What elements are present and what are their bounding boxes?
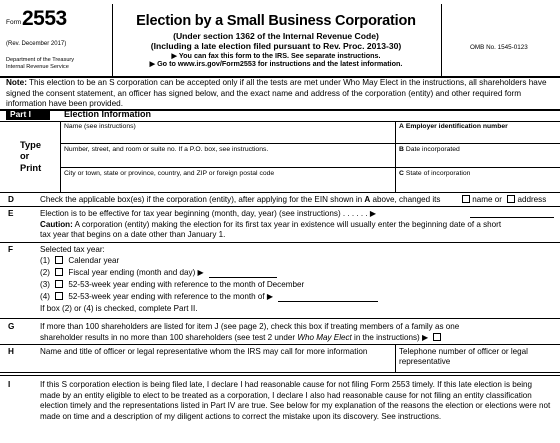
form-label: Form	[6, 19, 22, 26]
grid-row1-rule	[60, 143, 560, 144]
family-shareholder-checkbox[interactable]	[433, 333, 441, 341]
option-3-label: 52-53-week year ending with reference to the month of December	[68, 280, 305, 289]
form-title: Election by a Small Business Corporation	[136, 13, 416, 29]
line-i-letter: I	[8, 380, 11, 389]
date-inc-field-label	[399, 146, 460, 154]
date-inc-field[interactable]	[396, 155, 559, 166]
52-53-week-december-checkbox[interactable]	[55, 280, 63, 288]
line-g-text-1: If more than 100 shareholders are listed for item J (see page 2), check this box if treating members of a family as one	[40, 322, 460, 331]
form-number: 2553	[22, 7, 67, 30]
caution-label: Caution:	[40, 220, 73, 229]
tax-year-option-4	[40, 292, 378, 302]
city-field[interactable]	[61, 179, 394, 191]
ein-label-text: Employer identification number	[405, 123, 508, 130]
line-h-letter: H	[8, 347, 14, 356]
state-inc-label-text: State of incorporation	[405, 170, 471, 177]
option-2-label: Fiscal year ending (month and day) ▶	[68, 268, 204, 277]
website-note: ▶ Go to www.irs.gov/Form2553 for instructions and the latest information.	[149, 59, 403, 69]
tax-year-option-3	[40, 280, 304, 290]
line-d-options	[462, 195, 546, 205]
part1-header	[0, 109, 560, 121]
option-2-number: (2)	[40, 268, 50, 277]
fiscal-year-end-input[interactable]	[209, 269, 277, 278]
line-g-letter: G	[8, 322, 15, 331]
grid-bottom-rule	[0, 192, 560, 193]
tax-year-option-1	[40, 256, 119, 266]
line-d-rule	[0, 206, 560, 207]
omb-number: OMB No. 1545-0123	[470, 44, 528, 51]
option-1-number: (1)	[40, 256, 50, 265]
line-e-letter: E	[8, 209, 14, 218]
option-3-number: (3)	[40, 280, 50, 289]
fax-note: ▶ You can fax this form to the IRS. See separate instructions.	[171, 50, 381, 60]
name-change-label: name or	[472, 195, 502, 204]
line-h-phone-label: Telephone number of officer or legal representative	[399, 347, 528, 366]
line-g-text-2-pre: shareholder results in no more than 100 shareholders (see test 2 under	[40, 333, 298, 342]
line-g-text-2	[40, 333, 441, 343]
agency-name: Internal Revenue Service	[6, 63, 69, 70]
form-subtitle-2: (Including a late election filed pursuant to Rev. Proc. 2013-30)	[150, 41, 402, 52]
line-f-letter: F	[8, 245, 14, 254]
option-4-number: (4)	[40, 292, 50, 301]
header-divider-right	[441, 4, 442, 76]
option-4-label: 52-53-week year ending with reference to the month of ▶	[68, 292, 274, 301]
address-change-checkbox[interactable]	[507, 195, 515, 203]
state-inc-field[interactable]	[396, 179, 559, 191]
52-53-week-month-input[interactable]	[278, 293, 378, 302]
fiscal-year-checkbox[interactable]	[55, 268, 63, 276]
street-field-label: Number, street, and room or suite no. If a P.O. box, see instructions.	[64, 146, 269, 153]
line-h-text: Name and title of officer or legal representative whom the IRS may call for more information	[40, 347, 368, 356]
line-d-ref-a: A	[364, 195, 371, 204]
election-note	[6, 78, 554, 110]
form-revision: (Rev. December 2017)	[6, 41, 67, 47]
line-g-rule	[0, 344, 560, 345]
letter-c: C	[399, 170, 404, 177]
officer-name-input[interactable]	[40, 357, 392, 371]
line-e-caution	[40, 220, 510, 241]
line-d-text-pre: Check the applicable box(es) if the corporation (entity), after applying for the EIN shown in	[40, 195, 365, 204]
city-field-label: City or town, state or province, country, and ZIP or foreign postal code	[64, 170, 275, 177]
line-f-footer: If box (2) or (4) is checked, complete Part II.	[40, 304, 198, 313]
name-field-label: Name (see instructions)	[64, 123, 136, 130]
part1-bottom-rule	[0, 121, 560, 122]
header-divider-left	[112, 4, 113, 76]
name-change-checkbox[interactable]	[462, 195, 470, 203]
line-h-bottom-rule	[0, 375, 560, 376]
note-text: This election to be an S corporation can be accepted only if all the tests are met under Who May Elect in the instructions, all shareholders have signed the consent statement, an officer has signed below, and the exact name and address of the corporation (entity) and other required form information have been provided.	[6, 78, 547, 108]
line-d-text-post: above, changed its	[370, 195, 441, 204]
line-g-text-2-post: in the instructions) ▶	[351, 333, 429, 342]
line-e-text: Election is to be effective for tax year beginning (month, day, year) (see instructions) . . . . . . ▶	[40, 209, 377, 218]
option-1-label: Calendar year	[68, 256, 120, 265]
part1-label: Part I	[6, 109, 50, 120]
date-inc-label-text: Date incorporated	[405, 146, 460, 153]
line-h-top-rule	[0, 372, 560, 373]
letter-b: B	[399, 146, 404, 153]
52-53-week-month-checkbox[interactable]	[55, 292, 63, 300]
effective-date-input[interactable]	[470, 208, 554, 218]
state-inc-field-label	[399, 170, 470, 178]
line-f-heading: Selected tax year:	[40, 245, 105, 254]
ein-field[interactable]	[396, 131, 559, 142]
note-label: Note:	[6, 78, 27, 87]
type-word: Type	[20, 140, 42, 150]
calendar-year-checkbox[interactable]	[55, 256, 63, 264]
tax-year-option-2	[40, 268, 277, 278]
line-d-letter: D	[8, 195, 14, 204]
form-subtitle-1: (Under section 1362 of the Internal Revenue Code)	[173, 30, 379, 41]
caution-text: A corporation (entity) making the election for its first tax year in existence will usually enter the beginning date of a short tax year that begins on a date other than January 1.	[40, 220, 502, 240]
type-or-print-label	[20, 140, 41, 174]
address-change-label: address	[517, 195, 547, 204]
line-g-text-2-em: Who May Elect	[297, 333, 352, 342]
part1-title: Election Information	[64, 109, 152, 119]
or-word: or	[20, 151, 30, 162]
name-field[interactable]	[61, 131, 394, 142]
letter-a: A	[399, 123, 404, 130]
line-i-text: If this S corporation election is being filed late, I declare I had reasonable cause for not filing Form 2553 timely. If this late election is being made by an entity eligible to elect to be treated as a corporation, I declare I also had reasonable cause for not filing an entity classification election timely and the representations listed in Part IV are true. See below for my explanation of the reasons the election or elections were not made on time and a description of my diligent actions to correct the mistake upon its discovery. See instructions.	[40, 380, 551, 421]
line-f-rule	[0, 318, 560, 319]
street-field[interactable]	[61, 155, 394, 166]
department-block	[6, 57, 74, 71]
line-d-text	[40, 195, 440, 205]
print-word: Print	[20, 162, 42, 173]
grid-row2-rule	[60, 167, 560, 168]
title-block	[118, 13, 434, 69]
department-name: Department of the Treasury	[6, 57, 75, 63]
line-e-rule	[0, 242, 560, 243]
